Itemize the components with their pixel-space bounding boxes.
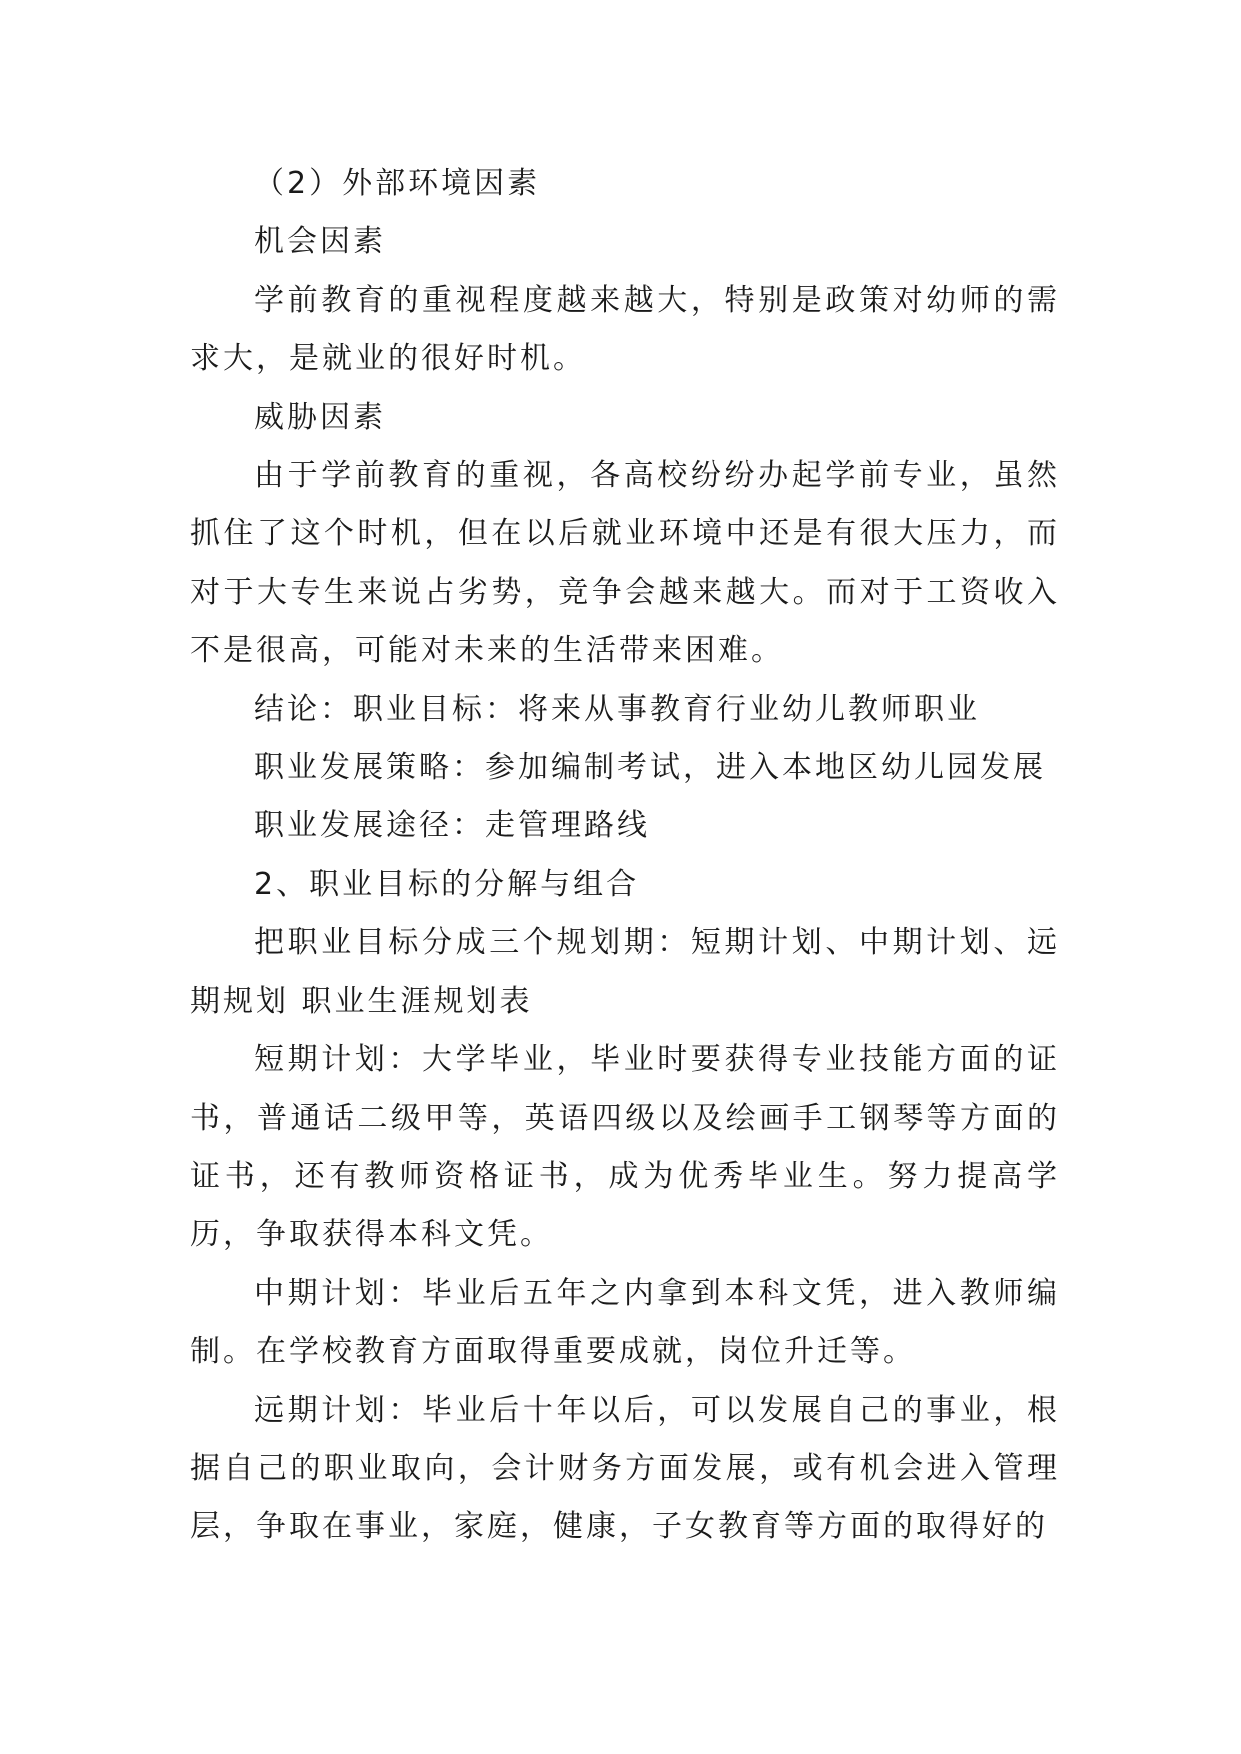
paragraph-mid-term-plan: 中期计划：毕业后五年之内拿到本科文凭，进入教师编制。在学校教育方面取得重要成就，岗位升迁等。 [190, 1275, 1060, 1370]
heading-opportunity-factors: 机会因素 [254, 224, 386, 260]
paragraph-short-term-plan: 短期计划：大学毕业，毕业时要获得专业技能方面的证书，普通话二级甲等，英语四级以及绘画手工钢琴等方面的证书，还有教师资格证书，成为优秀毕业生。努力提高学历，争取获得本科文凭。 [190, 1042, 1060, 1253]
paragraph-development-strategy: 职业发展策略：参加编制考试，进入本地区幼儿园发展 [254, 750, 1046, 786]
paragraph-planning-periods: 把职业目标分成三个规划期：短期计划、中期计划、远期规划 职业生涯规划表 [190, 925, 1060, 1019]
subsection-heading-external-factors: （2）外部环境因素 [254, 166, 541, 201]
paragraph-development-path: 职业发展途径：走管理路线 [254, 808, 650, 844]
heading-threat-factors: 威胁因素 [254, 399, 386, 435]
section-heading-goal-decomposition: 2、职业目标的分解与组合 [254, 866, 640, 902]
paragraph-long-term-plan: 远期计划：毕业后十年以后，可以发展自己的事业，根据自己的职业取向，会计财务方面发展，或有机会进入管理层，争取在事业，家庭，健康，子女教育等方面的取得好的 [190, 1392, 1060, 1545]
paragraph-conclusion: 结论：职业目标：将来从事教育行业幼儿教师职业 [254, 691, 980, 727]
paragraph-opportunity: 学前教育的重视程度越来越大，特别是政策对幼师的需求大，是就业的很好时机。 [190, 282, 1060, 377]
paragraph-threat: 由于学前教育的重视，各高校纷纷办起学前专业，虽然抓住了这个时机，但在以后就业环境中还是有很大压力，而对于大专生来说占劣势，竞争会越来越大。而对于工资收入不是很高，可能对未来的生活带来困难。 [190, 458, 1060, 669]
document-body [190, 155, 1060, 1557]
